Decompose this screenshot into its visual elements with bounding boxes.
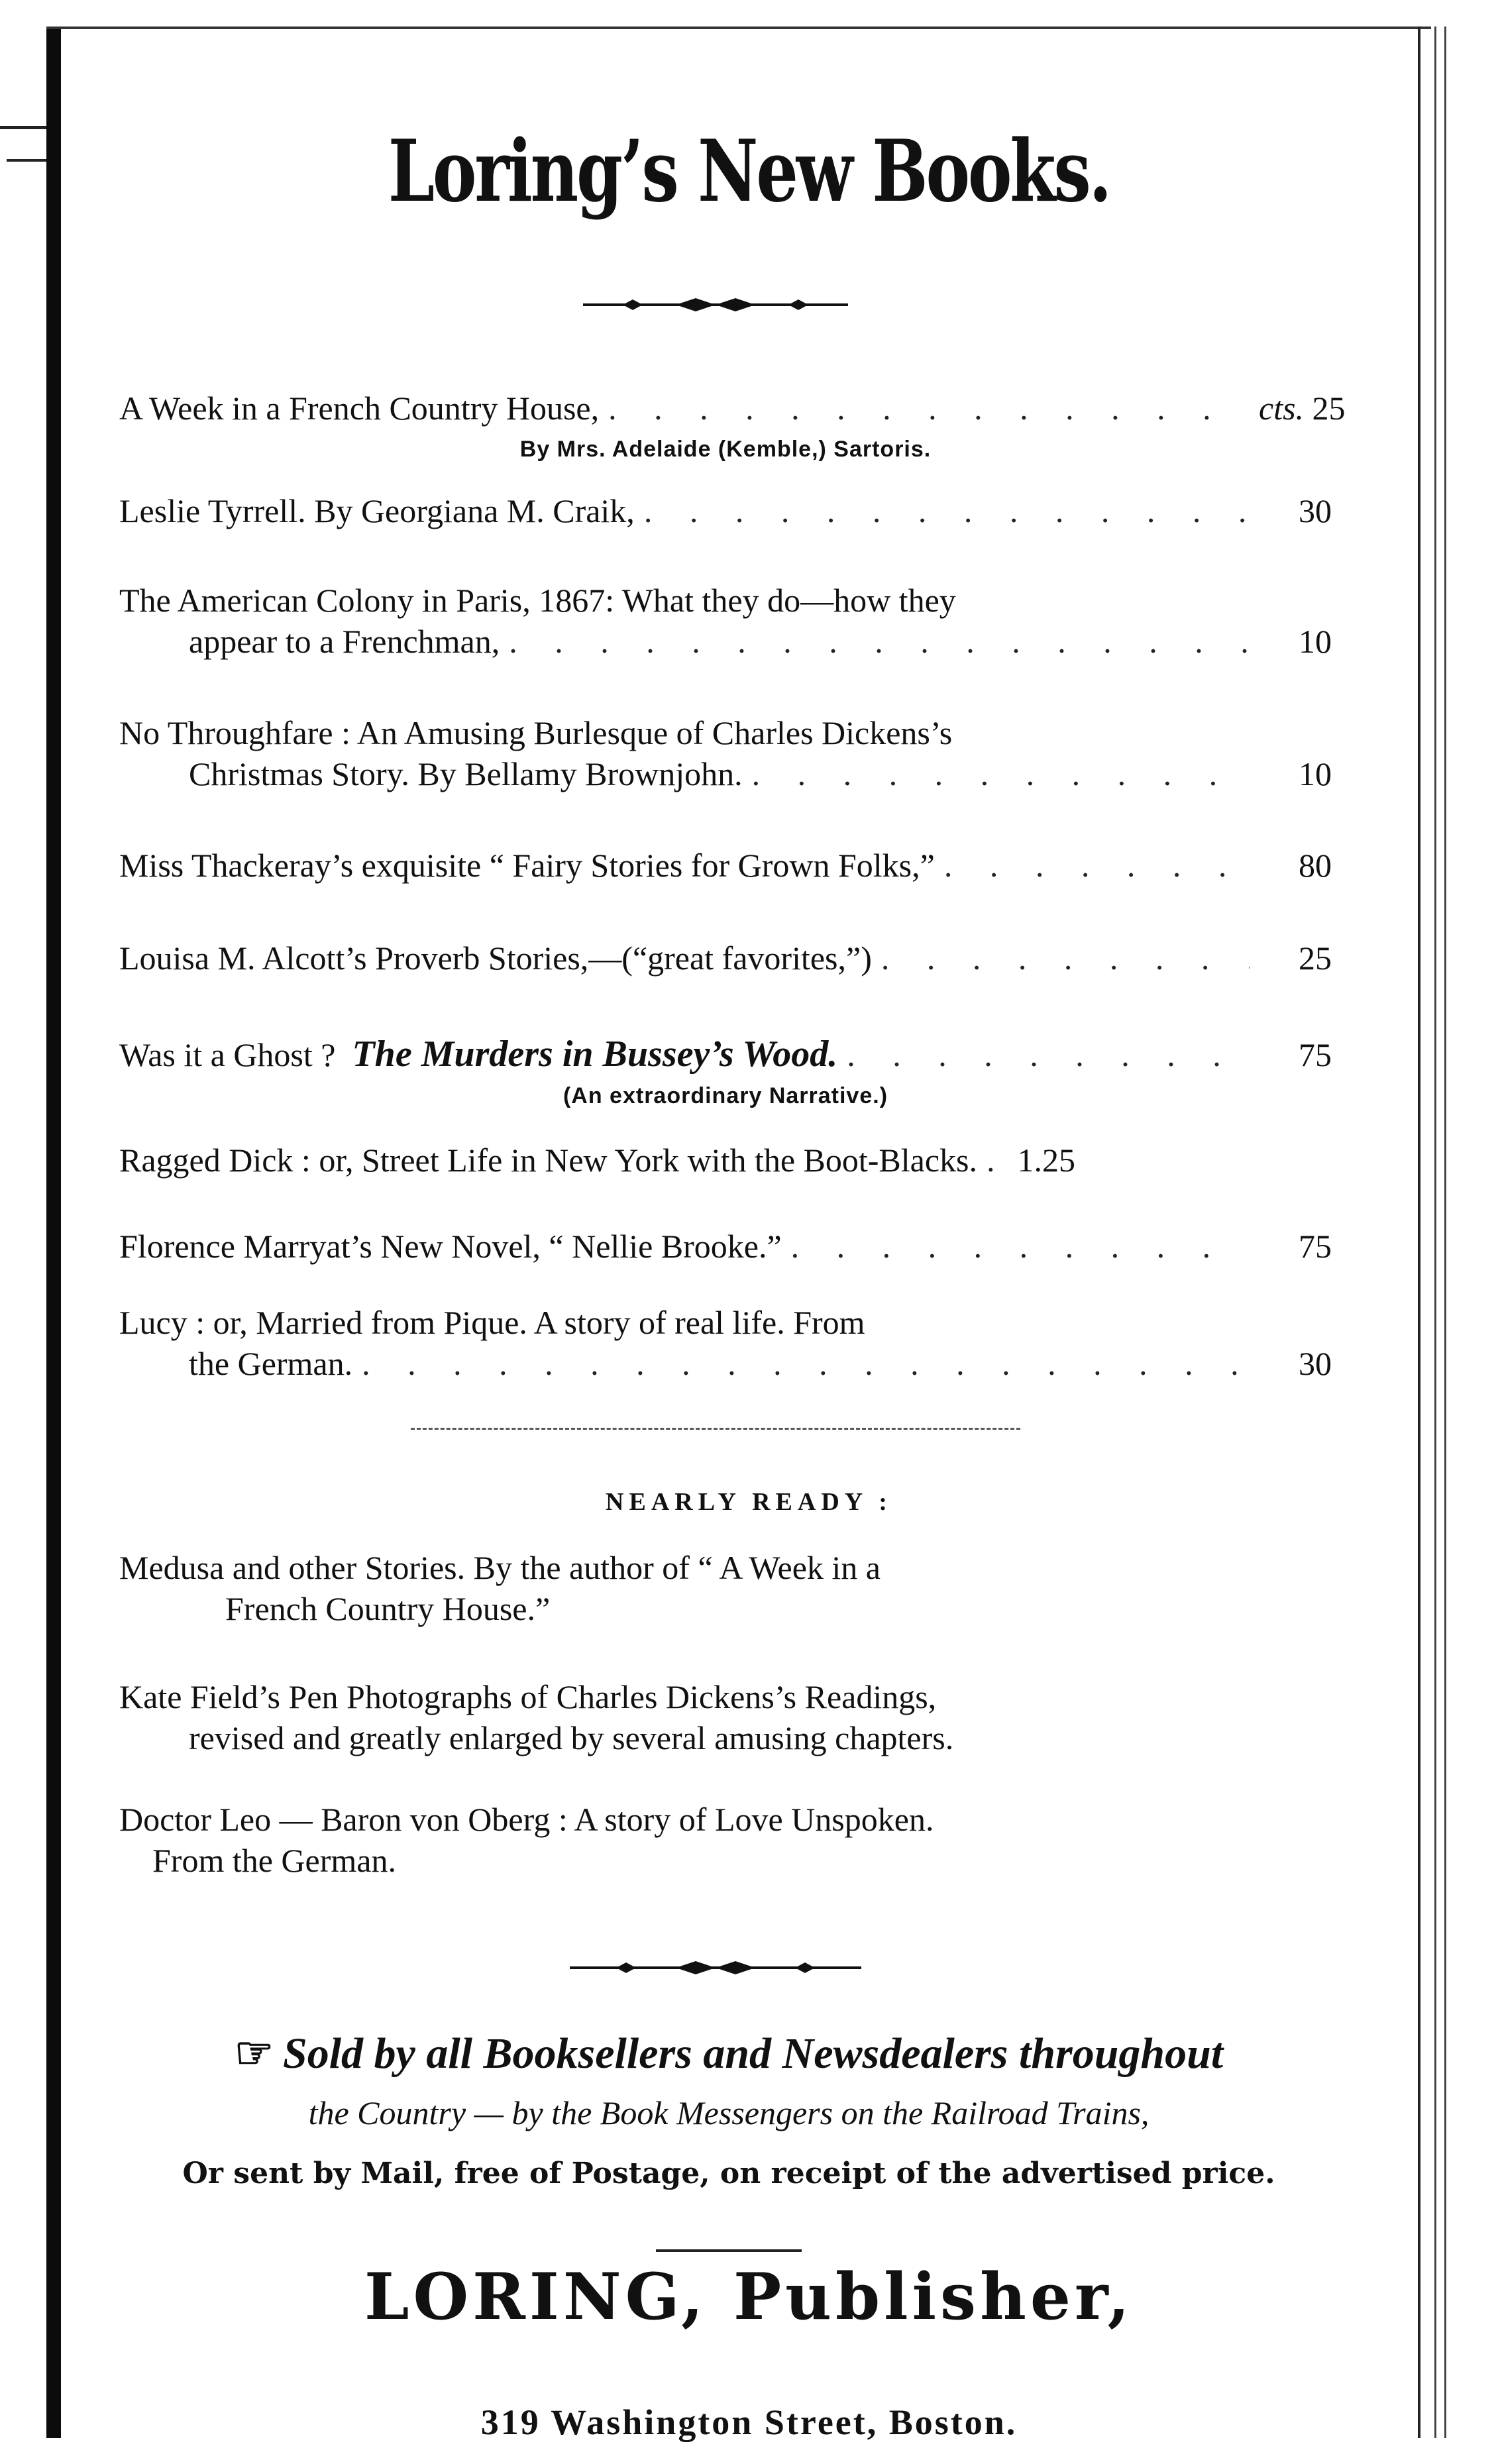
book-entry: No Throughfare : An Amusing Burlesque of Charles Dickens’s Christmas Story. By Bellamy Brownjohn. . . . 10 [119,712,1332,794]
book-entry: Louisa M. Alcott’s Proverb Stories,—(“great favorites,”) . . . 25 [119,937,1332,979]
pointing-hand-icon: ☞ [234,2029,274,2078]
ornament-divider [583,292,848,318]
margin-mark [7,159,46,162]
book-entry: Lucy : or, Married from Pique. A story of real life. From the German. . . . 30 [119,1302,1332,1384]
book-note: (An extraordinary Narrative.) [562,1083,888,1108]
book-entry: Was it a Ghost ? The Murders in Bussey’s Wood. . . . 75 (An extraordinary Narrative.) [119,1034,1332,1116]
book-author: By Mrs. Adelaide (Kemble,) Sartoris. [519,437,932,462]
book-entry: The American Colony in Paris, 1867: What they do—how they appear to a Frenchman, . . . 10 [119,580,1332,662]
right-border-rule [1434,27,1436,2438]
mail-order-line: Or sent by Mail, free of Postage, on receipt of the advertised price. [182,2157,1275,2190]
section-divider [411,1428,1020,1430]
book-entry: Ragged Dick : or, Street Life in New York with the Boot-Blacks. . . . 1.25 [119,1140,1332,1181]
margin-mark [0,126,46,129]
publisher-address: 319 Washington Street, Boston. [480,2402,1018,2442]
featured-title: The Murders in Bussey’s Wood. [352,1034,838,1075]
sold-by-line: ☞ Sold by all Booksellers and Newsdealers throughout [113,2027,1345,2079]
book-entry: A Week in a French Country House, . . . cts. 25 By Mrs. Adelaide (Kemble,) Sartoris. [119,388,1332,470]
publisher-name: LORING, Publisher, [364,2259,1134,2334]
book-entry: Leslie Tyrrell. By Georgiana M. Craik, . . . 30 [119,490,1332,531]
forthcoming-entry: Doctor Leo — Baron von Oberg : A story of Love Unspoken. From the German. [119,1801,934,1879]
short-divider [656,2249,802,2252]
top-border-rule [46,27,1431,29]
distribution-line: the Country — by the Book Messengers on the Railroad Trains, [308,2094,1150,2131]
right-border-rule [1444,27,1446,2438]
forthcoming-entry: Medusa and other Stories. By the author of “ A Week in a French Country House.” [119,1549,881,1627]
forthcoming-entry: Kate Field’s Pen Photographs of Charles Dickens’s Readings, revised and greatly enlarged by several amusing chapters. [119,1678,954,1756]
ornament-divider [570,1955,861,1981]
left-border-rule [46,27,61,2438]
page-title: Loring’s New Books. [388,122,1110,221]
book-entry: Florence Marryat’s New Novel, “ Nellie Brooke.” . . . 75 [119,1226,1332,1267]
nearly-ready-heading: NEARLY READY : [606,1488,892,1516]
right-border-rule [1418,27,1420,2438]
book-entry: Miss Thackeray’s exquisite “ Fairy Stories for Grown Folks,” . . . 80 [119,845,1332,886]
